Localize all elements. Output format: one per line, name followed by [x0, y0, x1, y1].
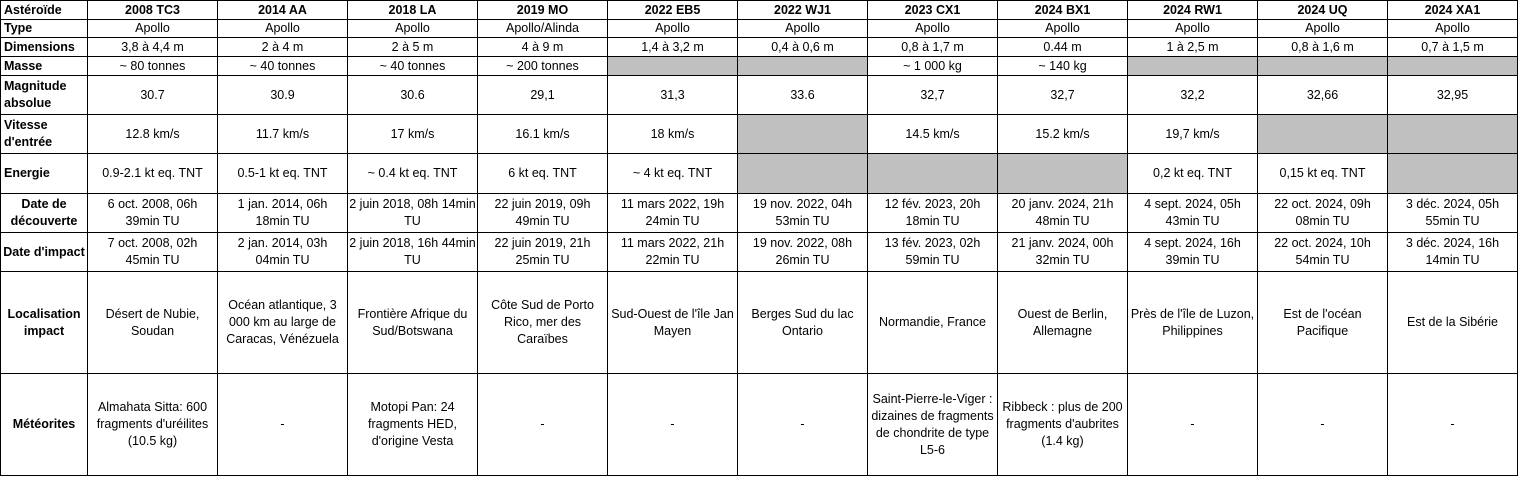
data-cell: 0,2 kt eq. TNT — [1128, 154, 1258, 194]
data-cell: ~ 1 000 kg — [868, 57, 998, 76]
data-cell: - — [478, 374, 608, 476]
data-cell: 12 fév. 2023, 20h 18min TU — [868, 194, 998, 233]
data-cell: Frontière Afrique du Sud/Botswana — [348, 272, 478, 374]
empty-cell — [1388, 115, 1518, 154]
data-cell: 19 nov. 2022, 04h 53min TU — [738, 194, 868, 233]
data-cell: 29,1 — [478, 76, 608, 115]
empty-cell — [868, 154, 998, 194]
row-label-energie: Energie — [1, 154, 88, 194]
empty-cell — [998, 154, 1128, 194]
data-cell: Près de l'île de Luzon, Philippines — [1128, 272, 1258, 374]
data-cell: Est de l'océan Pacifique — [1258, 272, 1388, 374]
row-label-masse: Masse — [1, 57, 88, 76]
row-label-vitesse: Vitesse d'entrée — [1, 115, 88, 154]
data-cell: 32,66 — [1258, 76, 1388, 115]
row-magnitude — [1, 76, 1518, 115]
row-impact — [1, 233, 1518, 272]
row-masse — [1, 57, 1518, 76]
data-cell: Motopi Pan: 24 fragments HED, d'origine Vesta — [348, 374, 478, 476]
data-cell: 32,7 — [868, 76, 998, 115]
data-cell: 21 janv. 2024, 00h 32min TU — [998, 233, 1128, 272]
data-cell: 16.1 km/s — [478, 115, 608, 154]
empty-cell — [1258, 115, 1388, 154]
data-cell: 19,7 km/s — [1128, 115, 1258, 154]
data-cell: 32,2 — [1128, 76, 1258, 115]
data-cell: 33.6 — [738, 76, 868, 115]
row-label-impact: Date d'impact — [1, 233, 88, 272]
data-cell: Apollo — [738, 20, 868, 38]
asteroid-header: 2019 MO — [478, 1, 608, 20]
data-cell: 2 à 4 m — [218, 38, 348, 57]
data-cell: 30.9 — [218, 76, 348, 115]
data-cell: Apollo — [1128, 20, 1258, 38]
data-cell: ~ 40 tonnes — [218, 57, 348, 76]
data-cell: 30.7 — [88, 76, 218, 115]
asteroid-header: 2022 WJ1 — [738, 1, 868, 20]
data-cell: 4 sept. 2024, 05h 43min TU — [1128, 194, 1258, 233]
row-label-meteorites: Météorites — [1, 374, 88, 476]
data-cell: - — [218, 374, 348, 476]
data-cell: - — [1388, 374, 1518, 476]
data-cell: Apollo — [1258, 20, 1388, 38]
data-cell: Apollo — [868, 20, 998, 38]
data-cell: 0.44 m — [998, 38, 1128, 57]
data-cell: 6 kt eq. TNT — [478, 154, 608, 194]
data-cell: 2 juin 2018, 16h 44min TU — [348, 233, 478, 272]
data-cell: Apollo — [608, 20, 738, 38]
data-cell: Almahata Sitta: 600 fragments d'uréilites (10.5 kg) — [88, 374, 218, 476]
asteroid-header: 2008 TC3 — [88, 1, 218, 20]
data-cell: Est de la Sibérie — [1388, 272, 1518, 374]
data-cell: - — [1258, 374, 1388, 476]
data-cell: Saint-Pierre-le-Viger : dizaines de fragments de chondrite de type L5-6 — [868, 374, 998, 476]
data-cell: Côte Sud de Porto Rico, mer des Caraïbes — [478, 272, 608, 374]
data-cell: 0,8 à 1,7 m — [868, 38, 998, 57]
data-cell: Apollo — [348, 20, 478, 38]
row-label-decouverte: Date de découverte — [1, 194, 88, 233]
data-cell: 11 mars 2022, 21h 22min TU — [608, 233, 738, 272]
row-type — [1, 20, 1518, 38]
row-localisation — [1, 272, 1518, 374]
empty-cell — [1388, 57, 1518, 76]
data-cell: 4 sept. 2024, 16h 39min TU — [1128, 233, 1258, 272]
data-cell: ~ 4 kt eq. TNT — [608, 154, 738, 194]
data-cell: 19 nov. 2022, 08h 26min TU — [738, 233, 868, 272]
data-cell: Désert de Nubie, Soudan — [88, 272, 218, 374]
data-cell: Apollo — [998, 20, 1128, 38]
asteroid-header: 2018 LA — [348, 1, 478, 20]
data-cell: - — [738, 374, 868, 476]
data-cell: 4 à 9 m — [478, 38, 608, 57]
data-cell: Apollo — [1388, 20, 1518, 38]
data-cell: 11 mars 2022, 19h 24min TU — [608, 194, 738, 233]
data-cell: 17 km/s — [348, 115, 478, 154]
data-cell: 0,4 à 0,6 m — [738, 38, 868, 57]
data-cell: 32,95 — [1388, 76, 1518, 115]
data-cell: 12.8 km/s — [88, 115, 218, 154]
empty-cell — [1128, 57, 1258, 76]
data-cell: ~ 0.4 kt eq. TNT — [348, 154, 478, 194]
data-cell: 31,3 — [608, 76, 738, 115]
header-row — [1, 1, 1518, 20]
data-cell: 22 juin 2019, 09h 49min TU — [478, 194, 608, 233]
data-cell: Apollo — [88, 20, 218, 38]
data-cell: 2 jan. 2014, 03h 04min TU — [218, 233, 348, 272]
row-decouverte — [1, 194, 1518, 233]
data-cell: 14.5 km/s — [868, 115, 998, 154]
row-label-magnitude: Magnitude absolue — [1, 76, 88, 115]
data-cell: 1 à 2,5 m — [1128, 38, 1258, 57]
data-cell: Apollo/Alinda — [478, 20, 608, 38]
data-cell: 1,4 à 3,2 m — [608, 38, 738, 57]
data-cell: ~ 40 tonnes — [348, 57, 478, 76]
data-cell: 1 jan. 2014, 06h 18min TU — [218, 194, 348, 233]
data-cell: 15.2 km/s — [998, 115, 1128, 154]
data-cell: 30.6 — [348, 76, 478, 115]
data-cell: ~ 80 tonnes — [88, 57, 218, 76]
empty-cell — [738, 154, 868, 194]
row-meteorites — [1, 374, 1518, 476]
row-label-type: Type — [1, 20, 88, 38]
data-cell: ~ 140 kg — [998, 57, 1128, 76]
asteroid-header: 2024 XA1 — [1388, 1, 1518, 20]
data-cell: 0,8 à 1,6 m — [1258, 38, 1388, 57]
data-cell: Berges Sud du lac Ontario — [738, 272, 868, 374]
empty-cell — [1388, 154, 1518, 194]
data-cell: 2 juin 2018, 08h 14min TU — [348, 194, 478, 233]
data-cell: 0.5-1 kt eq. TNT — [218, 154, 348, 194]
data-cell: 32,7 — [998, 76, 1128, 115]
data-cell: Normandie, France — [868, 272, 998, 374]
data-cell: 20 janv. 2024, 21h 48min TU — [998, 194, 1128, 233]
asteroid-header: 2024 RW1 — [1128, 1, 1258, 20]
asteroid-header: 2024 BX1 — [998, 1, 1128, 20]
data-cell: 22 oct. 2024, 10h 54min TU — [1258, 233, 1388, 272]
data-cell: - — [608, 374, 738, 476]
asteroid-header: 2024 UQ — [1258, 1, 1388, 20]
data-cell: 0,7 à 1,5 m — [1388, 38, 1518, 57]
data-cell: 3 déc. 2024, 16h 14min TU — [1388, 233, 1518, 272]
empty-cell — [608, 57, 738, 76]
row-vitesse — [1, 115, 1518, 154]
data-cell: Océan atlantique, 3 000 km au large de Caracas, Vénézuela — [218, 272, 348, 374]
data-cell: - — [1128, 374, 1258, 476]
asteroid-header: 2022 EB5 — [608, 1, 738, 20]
asteroid-header: 2023 CX1 — [868, 1, 998, 20]
data-cell: 13 fév. 2023, 02h 59min TU — [868, 233, 998, 272]
data-cell: Ouest de Berlin, Allemagne — [998, 272, 1128, 374]
data-cell: 3 déc. 2024, 05h 55min TU — [1388, 194, 1518, 233]
data-cell: 7 oct. 2008, 02h 45min TU — [88, 233, 218, 272]
empty-cell — [738, 115, 868, 154]
asteroid-header: 2014 AA — [218, 1, 348, 20]
data-cell: 0,15 kt eq. TNT — [1258, 154, 1388, 194]
data-cell: 22 oct. 2024, 09h 08min TU — [1258, 194, 1388, 233]
row-dimensions — [1, 38, 1518, 57]
data-cell: 22 juin 2019, 21h 25min TU — [478, 233, 608, 272]
empty-cell — [738, 57, 868, 76]
row-label-dimensions: Dimensions — [1, 38, 88, 57]
row-label-localisation: Localisation impact — [1, 272, 88, 374]
empty-cell — [1258, 57, 1388, 76]
data-cell: 18 km/s — [608, 115, 738, 154]
row-energie — [1, 154, 1518, 194]
data-cell: Ribbeck : plus de 200 fragments d'aubrites (1.4 kg) — [998, 374, 1128, 476]
data-cell: ~ 200 tonnes — [478, 57, 608, 76]
data-cell: 11.7 km/s — [218, 115, 348, 154]
header-label: Astéroïde — [1, 1, 88, 20]
data-cell: Sud-Ouest de l'île Jan Mayen — [608, 272, 738, 374]
data-cell: 2 à 5 m — [348, 38, 478, 57]
data-cell: 0.9-2.1 kt eq. TNT — [88, 154, 218, 194]
data-cell: Apollo — [218, 20, 348, 38]
data-cell: 3,8 à 4,4 m — [88, 38, 218, 57]
data-cell: 6 oct. 2008, 06h 39min TU — [88, 194, 218, 233]
